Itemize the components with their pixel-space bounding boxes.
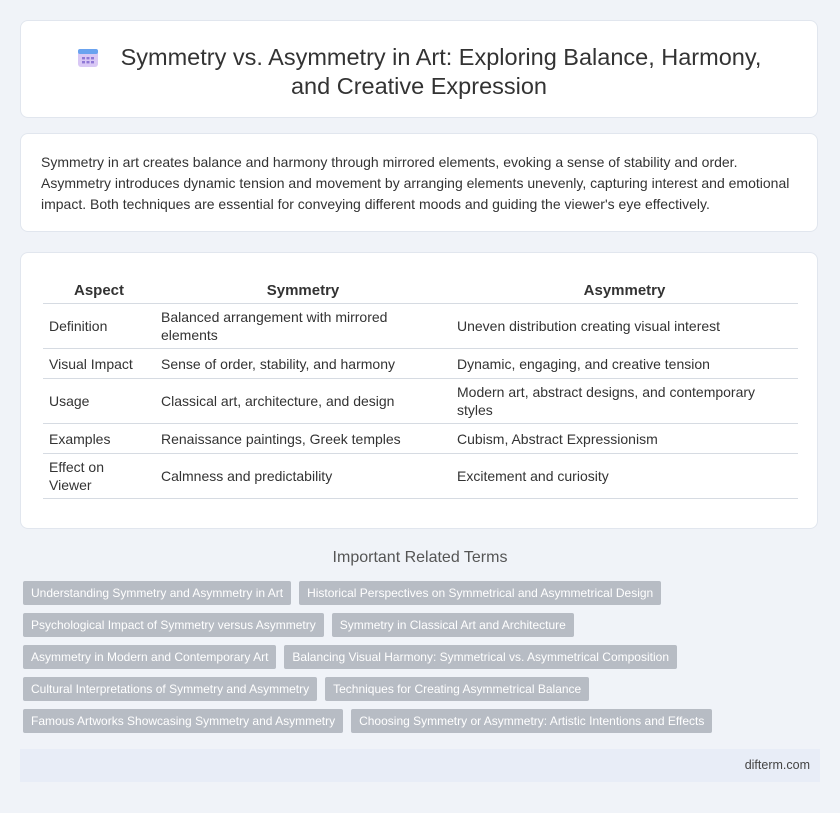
table-cell: Definition: [43, 304, 155, 349]
related-term-tag[interactable]: Psychological Impact of Symmetry versus Asymmetry: [23, 613, 324, 637]
related-term-tag[interactable]: Cultural Interpretations of Symmetry and Asymmetry: [23, 677, 317, 701]
title-card: [20, 20, 818, 118]
related-terms-title: Important Related Terms: [332, 549, 508, 566]
table-cell: Excitement and curiosity: [451, 454, 798, 499]
table-cell: Dynamic, engaging, and creative tension: [451, 349, 798, 379]
related-term-tag[interactable]: Techniques for Creating Asymmetrical Balance: [325, 677, 589, 701]
table-cell: Modern art, abstract designs, and contemporary styles: [451, 379, 798, 424]
tag-row: [23, 677, 823, 701]
table-cell: Effect on Viewer: [43, 454, 155, 499]
header-aspect: Aspect: [43, 275, 155, 304]
tag-row: [23, 709, 823, 733]
related-term-tag[interactable]: Choosing Symmetry or Asymmetry: Artistic Intentions and Effects: [351, 709, 712, 733]
footer-site-link[interactable]: difterm.com: [744, 758, 810, 772]
table-cell: Sense of order, stability, and harmony: [155, 349, 451, 379]
related-terms-list: [23, 581, 823, 741]
header-asymmetry: Asymmetry: [451, 275, 798, 304]
table-cell: Cubism, Abstract Expressionism: [451, 424, 798, 454]
table-cell: Examples: [43, 424, 155, 454]
related-term-tag[interactable]: Historical Perspectives on Symmetrical and Asymmetrical Design: [299, 581, 661, 605]
related-term-tag[interactable]: Asymmetry in Modern and Contemporary Art: [23, 645, 276, 669]
table-cell: Classical art, architecture, and design: [155, 379, 451, 424]
tag-row: [23, 613, 823, 637]
table-cell: Visual Impact: [43, 349, 155, 379]
calendar-icon: [77, 46, 99, 68]
related-term-tag[interactable]: Famous Artworks Showcasing Symmetry and Asymmetry: [23, 709, 343, 733]
intro-paragraph: Symmetry in art creates balance and harmony through mirrored elements, evoking a sense of stability and order. Asymmetry introduces dynamic tension and movement by arranging elements unevenly, capturing interest and emotional impact. Both techniques are essential for conveying different moods and guiding the viewer's eye effectively.: [41, 154, 790, 212]
table-cell: Renaissance paintings, Greek temples: [155, 424, 451, 454]
page-title-wrap: [21, 43, 817, 101]
table-row: [43, 379, 798, 424]
tag-row: [23, 581, 823, 605]
related-term-tag[interactable]: Symmetry in Classical Art and Architecture: [332, 613, 574, 637]
related-term-tag[interactable]: Balancing Visual Harmony: Symmetrical vs. Asymmetrical Composition: [284, 645, 677, 669]
page-title: Symmetry vs. Asymmetry in Art: Exploring Balance, Harmony, and Creative Expression: [120, 44, 762, 99]
comparison-card: [20, 252, 818, 529]
table-row: [43, 349, 798, 379]
table-row: [43, 454, 798, 499]
table-cell: Uneven distribution creating visual interest: [451, 304, 798, 349]
table-row: [43, 304, 798, 349]
table-header-row: [43, 275, 798, 304]
header-symmetry: Symmetry: [155, 275, 451, 304]
table-cell: Calmness and predictability: [155, 454, 451, 499]
comparison-table: [43, 275, 798, 499]
table-cell: Usage: [43, 379, 155, 424]
table-cell: Balanced arrangement with mirrored elements: [155, 304, 451, 349]
related-term-tag[interactable]: Understanding Symmetry and Asymmetry in Art: [23, 581, 291, 605]
intro-card: [20, 133, 818, 232]
table-row: [43, 424, 798, 454]
tag-row: [23, 645, 823, 669]
footer: [20, 749, 820, 782]
